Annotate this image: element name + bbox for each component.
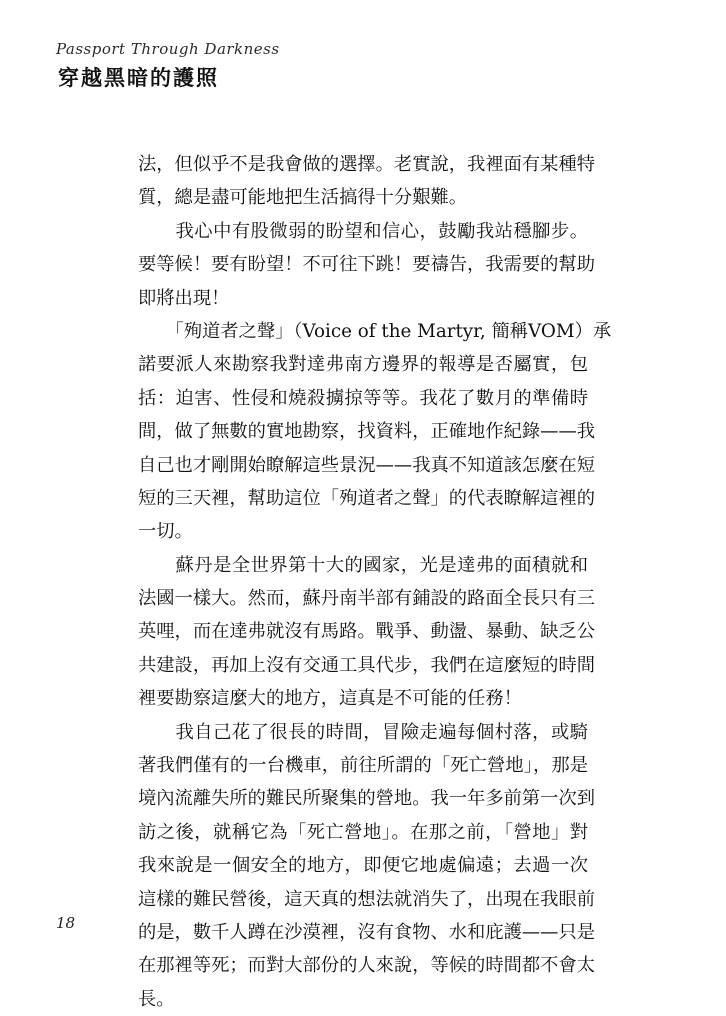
body-text [138, 148, 612, 1016]
running-header [56, 38, 316, 98]
text-line: 間，做了無數的實地勘察，找資料，正確地作紀錄——我 [138, 421, 596, 443]
text-line: 法國一樣大。然而，蘇丹南半部有鋪設的路面全長只有三 [138, 588, 596, 610]
text-line: 在那裡等死；而對大部份的人來說，等候的時間都不會太 [138, 955, 596, 977]
text-line: 括：迫害、性侵和燒殺擄掠等等。我花了數月的準備時 [138, 387, 588, 409]
text-line: 質，總是盡可能地把生活搞得十分艱難。 [138, 187, 468, 209]
text-line: 諾要派人來勘察我對達弗南方邊界的報導是否屬實，包 [138, 354, 588, 376]
text-line: 法，但似乎不是我會做的選擇。老實說，我裡面有某種特 [138, 154, 596, 175]
header-title-chinese: 穿越黑暗的護照 [58, 66, 219, 90]
text-line: 要等候！要有盼望！不可往下跳！要禱告，我需要的幫助 [138, 254, 596, 276]
text-line: 我心中有股微弱的盼望和信心，鼓勵我站穩腳步。 [138, 220, 588, 242]
text-line: 境內流離失所的難民所聚集的營地。我一年多前第一次到 [138, 788, 596, 810]
text-line: 裡要勘察這麼大的地方，這真是不可能的任務！ [138, 688, 522, 710]
text-line: 這樣的難民營後，這天真的想法就消失了，出現在我眼前 [138, 888, 596, 910]
text-line: 共建設，再加上沒有交通工具代步，我們在這麼短的時間 [138, 654, 596, 676]
text-line: 「殉道者之聲」（Voice of the Martyr, 簡稱VOM）承 [138, 320, 612, 342]
text-line: 著我們僅有的一台機車，前往所謂的「死亡營地」，那是 [138, 755, 588, 777]
text-line: 自己也才剛開始瞭解這些景況——我真不知道該怎麼在短 [138, 454, 596, 476]
text-line: 長。 [138, 988, 175, 1010]
text-line: 的是，數千人蹲在沙漠裡，沒有食物、水和庇護——只是 [138, 921, 596, 943]
text-line: 短的三天裡，幫助這位「殉道者之聲」的代表瞭解這裡的 [138, 487, 596, 509]
text-line: 即將出現！ [138, 287, 230, 309]
text-line: 一切。 [138, 521, 193, 543]
text-line: 訪之後，就稱它為「死亡營地」。在那之前，「營地」對 [138, 821, 588, 843]
text-line: 我自己花了很長的時間，冒險走遍每個村落，或騎 [138, 721, 588, 743]
header-title-english: Passport Through Darkness [56, 40, 280, 58]
text-line: 英哩，而在達弗就沒有馬路。戰爭、動盪、暴動、缺乏公 [138, 621, 596, 643]
text-line: 我來說是一個安全的地方，即便它地處偏遠；去過一次 [138, 855, 588, 877]
text-line: 蘇丹是全世界第十大的國家，光是達弗的面積就和 [138, 554, 588, 576]
page-number: 18 [56, 914, 76, 932]
